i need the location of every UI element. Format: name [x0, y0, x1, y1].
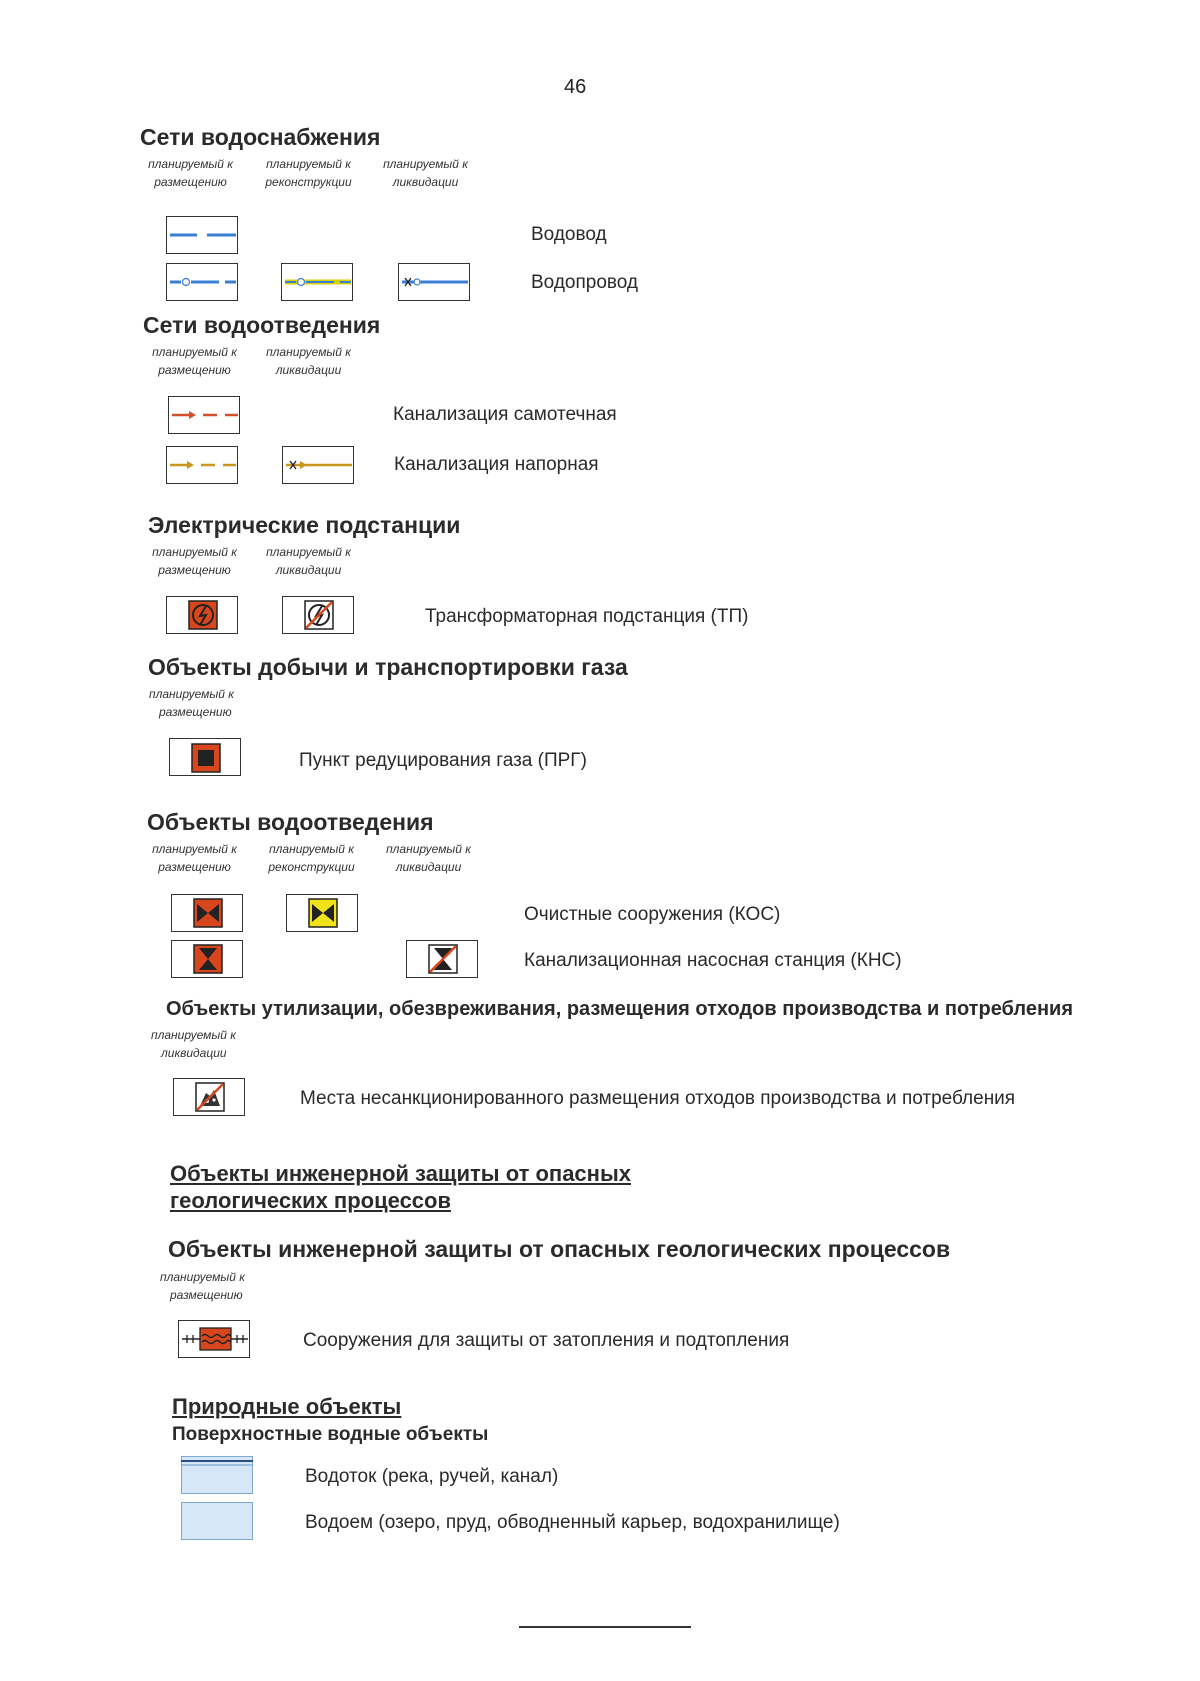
sewer-gravity-planned-symbol	[168, 396, 240, 434]
footer-rule	[519, 1626, 691, 1628]
sub-label-reconstruction: планируемый к реконструкции	[268, 842, 355, 874]
page-sheet	[16, 18, 1168, 1668]
natural-section-title: Природные объекты	[172, 1394, 402, 1419]
water-disposal-title: Объекты водоотведения	[147, 809, 434, 835]
water-supply-title: Сети водоснабжения	[140, 124, 381, 150]
water-main-planned-symbol	[166, 216, 238, 254]
substations-title: Электрические подстанции	[148, 512, 461, 538]
sub-label-placement: планируемый к размещению	[160, 1270, 245, 1302]
pumping-station-label: Канализационная насосная станция (КНС)	[524, 950, 902, 971]
sub-label-placement: планируемый к размещению	[152, 345, 237, 377]
water-pipe-liquidation-symbol	[398, 263, 470, 301]
sewer-pressure-label: Канализация напорная	[394, 454, 599, 475]
pumping-station-liquidation-symbol	[406, 940, 478, 978]
hourglass-icon	[172, 941, 244, 979]
engineering-title: Объекты инженерной защиты от опасных геологических процессов	[168, 1236, 951, 1262]
waste-pile-icon	[174, 1079, 246, 1117]
treatment-plant-reconstruction-symbol	[286, 894, 358, 932]
water-pipe-reconstruction-symbol	[281, 263, 353, 301]
sub-label-placement: планируемый к размещению	[152, 545, 237, 577]
water-pipe-label: Водопровод	[531, 272, 639, 293]
hourglass-icon	[407, 941, 479, 979]
sub-label-placement: планируемый к размещению	[152, 842, 237, 874]
treatment-plant-planned-symbol	[171, 894, 243, 932]
sewer-pressure-liquidation-symbol	[282, 446, 354, 484]
flood-barrier-icon	[179, 1321, 251, 1359]
substation-label: Трансформаторная подстанция (ТП)	[425, 606, 749, 627]
sub-label-liquidation: планируемый к ликвидации	[386, 842, 471, 874]
engineering-section-title: Объекты инженерной защиты от опасных геологических процессов	[170, 1161, 631, 1213]
sub-label-liquidation: планируемый к ликвидации	[266, 345, 351, 377]
treatment-plant-label: Очистные сооружения (КОС)	[524, 904, 781, 925]
page-number: 46	[564, 76, 587, 98]
sewer-pressure-planned-symbol	[166, 446, 238, 484]
watercourse-symbol	[181, 1456, 253, 1494]
water-main-label: Водовод	[531, 224, 607, 245]
flood-protection-label: Сооружения для защиты от затопления и подтопления	[303, 1330, 790, 1351]
bowtie-icon	[172, 895, 244, 933]
sub-label-liquidation: планируемый к ликвидации	[266, 545, 351, 577]
lightning-icon	[167, 597, 239, 635]
flood-protection-planned-symbol	[178, 1320, 250, 1358]
water-body-label: Водоем (озеро, пруд, обводненный карьер, водохранилище)	[305, 1512, 840, 1533]
bowtie-icon	[287, 895, 359, 933]
sub-label-reconstruction: планируемый к реконструкции	[265, 157, 352, 189]
sub-label-placement: планируемый к размещению	[149, 687, 234, 719]
waste-site-liquidation-symbol	[173, 1078, 245, 1116]
lightning-icon	[283, 597, 355, 635]
sub-label-liquidation: планируемый к ликвидации	[383, 157, 468, 189]
water-pipe-planned-symbol	[166, 263, 238, 301]
square-icon	[170, 739, 242, 777]
water-body-symbol	[181, 1502, 253, 1540]
surface-water-title: Поверхностные водные объекты	[172, 1424, 489, 1445]
substation-liquidation-symbol	[282, 596, 354, 634]
sub-label-placement: планируемый к размещению	[148, 157, 233, 189]
waste-title: Объекты утилизации, обезвреживания, размещения отходов производства и потребления	[166, 998, 1074, 1020]
sub-label-liquidation: планируемый к ликвидации	[151, 1028, 236, 1060]
sewer-gravity-label: Канализация самотечная	[393, 404, 617, 425]
gas-reduction-planned-symbol	[169, 738, 241, 776]
gas-title: Объекты добычи и транспортировки газа	[148, 654, 628, 680]
sewerage-title: Сети водоотведения	[143, 312, 381, 338]
substation-planned-symbol	[166, 596, 238, 634]
gas-reduction-label: Пункт редуцирования газа (ПРГ)	[299, 750, 587, 771]
pumping-station-planned-symbol	[171, 940, 243, 978]
watercourse-label: Водоток (река, ручей, канал)	[305, 1466, 559, 1487]
waste-site-label: Места несанкционированного размещения отходов производства и потребления	[300, 1088, 1016, 1109]
